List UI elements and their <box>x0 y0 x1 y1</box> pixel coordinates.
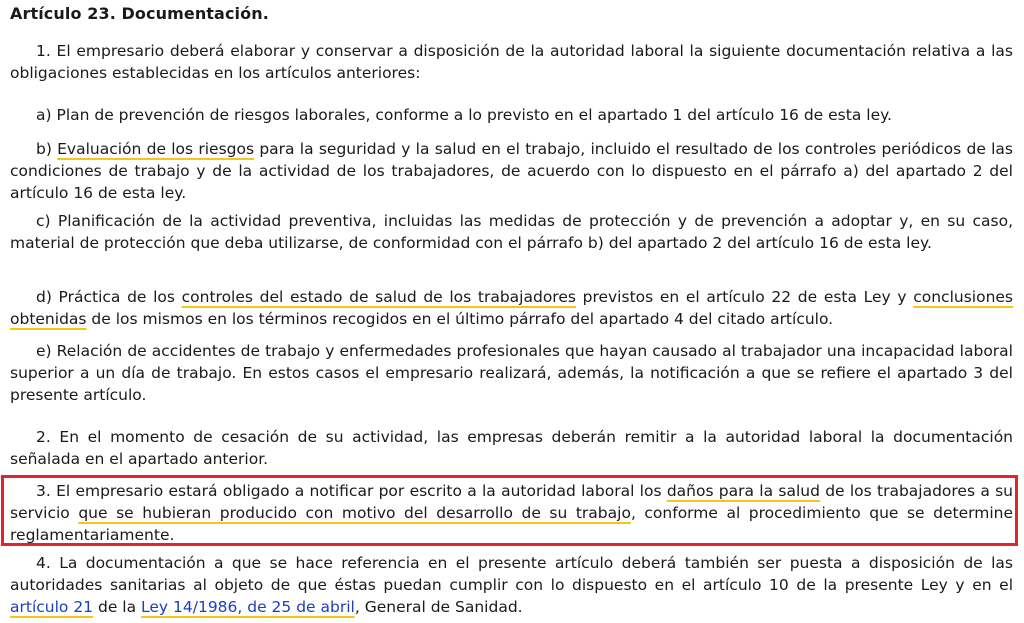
paragraph-4-middle: de la <box>93 598 142 616</box>
highlight-conclusiones: conclusiones obtenidas <box>10 288 1013 328</box>
highlight-evaluacion-riesgos: Evaluación de los riesgos <box>57 140 255 158</box>
highlight-motivo-trabajo: que se hubieran producido con motivo del desarrollo de su trabajo <box>78 504 631 522</box>
highlight-controles-salud: controles del estado de salud de los trabajadores <box>181 288 576 306</box>
item-d-middle: previstos en el artículo 22 de esta Ley y <box>575 288 914 306</box>
item-d <box>10 286 1013 330</box>
highlight-danos-salud: daños para la salud <box>666 482 820 500</box>
item-c <box>10 210 1013 254</box>
link-ley-14-1986[interactable]: Ley 14/1986, de 25 de abril <box>141 598 355 616</box>
item-a-text: a) Plan de prevención de riesgos laborales, conforme a lo previsto en el apartado 1 del artículo 16 de esta ley. <box>36 106 892 124</box>
article-title: Artículo 23. Documentación. <box>10 4 269 23</box>
item-b-rest: para la seguridad y la salud en el trabajo, incluido el resultado de los controles periódicos de las condiciones de trabajo y de la actividad de los trabajadores, de acuerdo con lo dispuesto en el párrafo a) del apartado 2 del artículo 16 de esta ley. <box>10 140 1013 202</box>
item-d-rest: de los mismos en los términos recogidos en el último párrafo del apartado 4 del citado artículo. <box>86 310 834 328</box>
paragraph-4 <box>10 552 1013 618</box>
paragraph-2 <box>10 426 1013 470</box>
paragraph-3-rest: , conforme al procedimiento que se determine reglamentariamente. <box>10 504 1013 544</box>
paragraph-2-text: 2. En el momento de cesación de su actividad, las empresas deberán remitir a la autoridad laboral la documentación señalada en el apartado anterior. <box>10 428 1013 468</box>
paragraph-1 <box>10 40 1013 84</box>
item-d-prefix: d) Práctica de los <box>36 288 182 306</box>
item-a <box>10 104 1013 126</box>
link-articulo-21[interactable]: artículo 21 <box>10 598 94 616</box>
paragraph-3 <box>10 480 1013 546</box>
paragraph-3-prefix: 3. El empresario estará obligado a notificar por escrito a la autoridad laboral los <box>36 482 667 500</box>
item-e <box>10 340 1013 406</box>
paragraph-4-rest: , General de Sanidad. <box>354 598 523 616</box>
paragraph-3-middle: de los trabajadores a su servicio <box>10 482 1013 522</box>
item-c-text: c) Planificación de la actividad preventiva, incluidas las medidas de protección y de prevención a adoptar y, en su caso, material de protección que deba utilizarse, de conformidad con el párrafo b) del apartado 2 del artículo 16 de esta ley. <box>10 212 1013 252</box>
paragraph-4-prefix: 4. La documentación a que se hace referencia en el presente artículo deberá también ser puesta a disposición de las autoridades sanitarias al objeto de que éstas puedan cumplir con lo dispuesto en el artículo 10 de la presente Ley y en el <box>10 554 1013 594</box>
item-e-text: e) Relación de accidentes de trabajo y enfermedades profesionales que hayan causado al trabajador una incapacidad laboral superior a un día de trabajo. En estos casos el empresario realizará, además, la notificación a que se refiere el apartado 3 del presente artículo. <box>10 342 1013 404</box>
item-b <box>10 138 1013 204</box>
paragraph-1-text: 1. El empresario deberá elaborar y conservar a disposición de la autoridad laboral la siguiente documentación relativa a las obligaciones establecidas en los artículos anteriores: <box>10 42 1013 82</box>
item-b-prefix: b) <box>36 140 58 158</box>
